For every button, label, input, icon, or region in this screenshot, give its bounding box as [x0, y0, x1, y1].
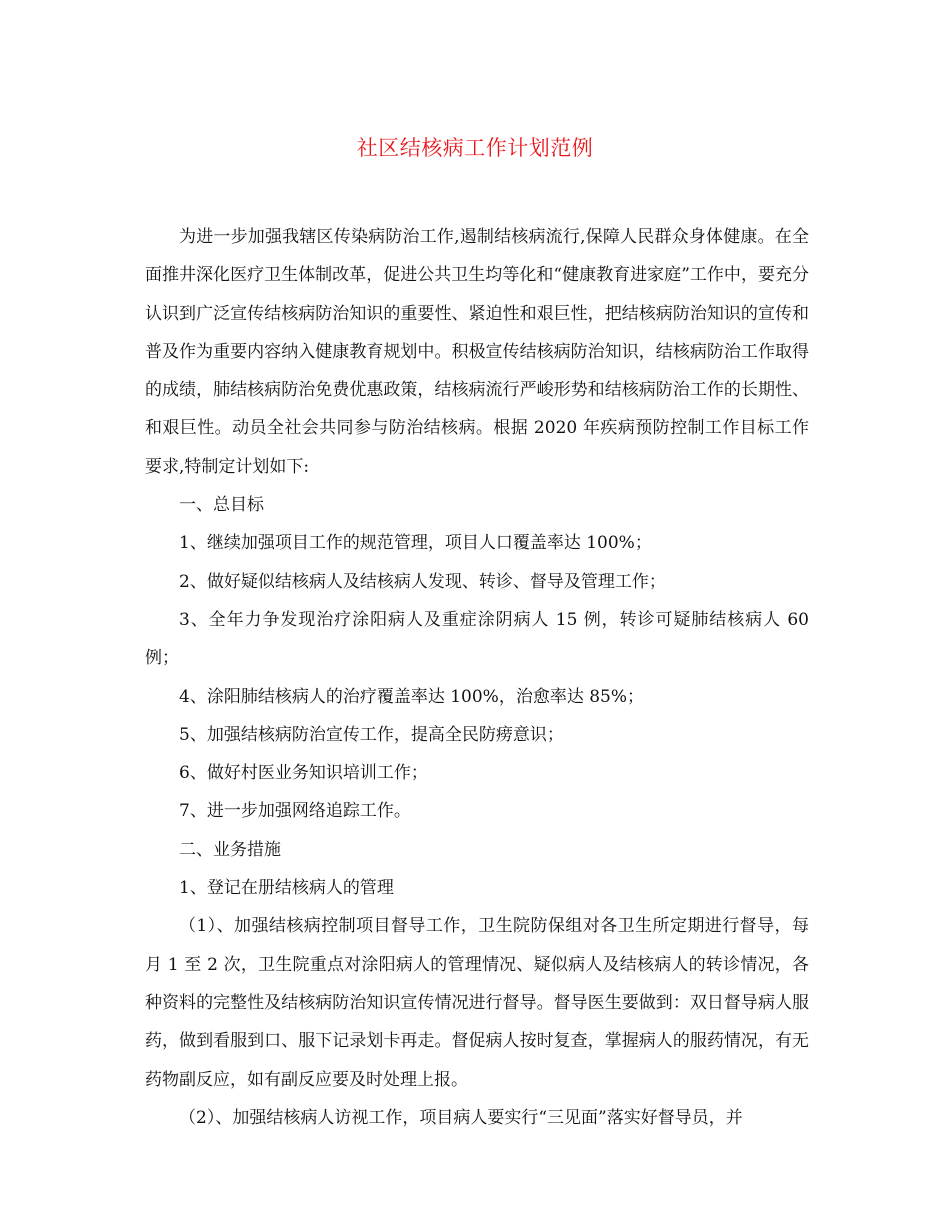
section-heading-measures: 二、业务措施	[179, 839, 281, 860]
goal-item-5: 5、加强结核病防治宣传工作，提高全民防痨意识；	[179, 724, 564, 745]
measure-paragraph-1: （1）、加强结核病控制项目督导工作，卫生院防保组对各卫生所定期进行督导，每月 1 至 2 次，卫生院重点对涂阳病人的管理情况、疑似病人及结核病人的转诊情况，各种资料的完整性及结核病防治知识宣传情况进行督导。督导医生要做到：双日督导病人服药，做到看服到口、服下记录划卡再走。督促病人按时复查，掌握病人的服药情况，有无药物副反应，如有副反应要及时处理上报。	[145, 916, 809, 1090]
section-heading-goals: 一、总目标	[179, 495, 264, 516]
document-title: 社区结核病工作计划范例	[356, 136, 594, 160]
subsection-heading-registered-patients: 1、登记在册结核病人的管理	[179, 878, 394, 899]
goal-item-7: 7、进一步加强网络追踪工作。	[179, 801, 411, 822]
goal-item-1: 1、继续加强项目工作的规范管理，项目人口覆盖率达 100%；	[179, 533, 652, 554]
goal-item-2: 2、做好疑似结核病人及结核病人发现、转诊、督导及管理工作；	[179, 571, 666, 592]
document-body	[145, 218, 809, 1137]
intro-paragraph: 为进一步加强我辖区传染病防治工作,遏制结核病流行,保障人民群众身体健康。在全面推井深化医疗卫生体制改革，促进公共卫生均等化和“健康教育进家庭”工作中，要充分认识到广泛宣传结核病防治知识的重要性、紧迫性和艰巨性，把结核病防治知识的宣传和普及作为重要内容纳入健康教育规划中。积极宣传结核病防治知识，结核病防治工作取得的成绩，肺结核病防治免费优惠政策，结核病流行严峻形势和结核病防治工作的长期性、和艰巨性。动员全社会共同参与防治结核病。根据 2020 年疾病预防控制工作目标工作要求,特制定计划如下:	[145, 227, 809, 477]
goal-item-4: 4、涂阳肺结核病人的治疗覆盖率达 100%，治愈率达 85%；	[179, 686, 645, 707]
goal-item-6: 6、做好村医业务知识培训工作；	[179, 763, 428, 784]
goal-item-3: 3、全年力争发现治疗涂阳病人及重症涂阴病人 15 例，转诊可疑肺结核病人 60 例；	[145, 609, 809, 669]
measure-paragraph-2: （2）、加强结核病人访视工作，项目病人要实行“三见面”落实好督导员，并	[179, 1107, 743, 1128]
